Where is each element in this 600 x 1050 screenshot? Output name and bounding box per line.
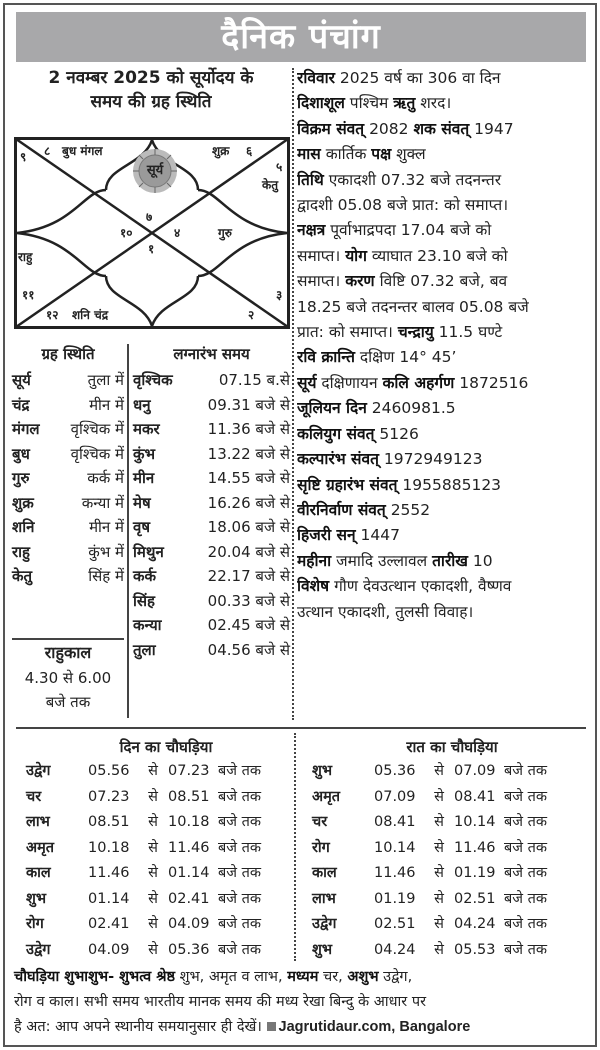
panchang-line: वीरनिर्वाण संवत् 2552 <box>297 500 431 519</box>
page-title: दैनिक पंचांग <box>16 12 586 62</box>
choghadiya-row: लाभ 08.51 से 10.18 बजे तक <box>26 814 262 830</box>
panchang-line: महीना जमादि उल्लावल तारीख 10 <box>297 551 493 570</box>
rahukaal-title: राहुकाल <box>44 643 92 662</box>
lagna-row <box>133 564 290 589</box>
lagna-row <box>133 515 290 540</box>
panchang-line: कल्पारंभ संवत् 1972949123 <box>297 450 483 469</box>
lagna-row <box>133 466 290 491</box>
lagna-time: 22.17 बजे से <box>207 567 290 585</box>
lagna-time: 13.22 बजे से <box>207 444 290 463</box>
house-12-label: १२ <box>46 308 59 322</box>
planet-sign: वृश्चिक में <box>70 420 124 438</box>
chart-heading-line2: समय की ग्रह स्थिति <box>90 92 212 112</box>
planet-name: राहु <box>12 542 30 561</box>
planet-sign: कर्क में <box>87 469 124 487</box>
lagna-sign: मेष <box>133 493 151 512</box>
footer-line-2: रोग व काल। सभी समय भारतीय मानक समय की मध्य रेखा बिन्दु के आधार पर <box>14 994 427 1010</box>
rahukaal-box <box>12 640 124 714</box>
graha-sthiti-table <box>12 340 124 589</box>
panchang-line: हिजरी सन् 1447 <box>297 526 400 545</box>
choghadiya-row: काल 11.46 से 01.14 बजे तक <box>26 865 262 881</box>
house-8-label: ८ <box>44 144 51 158</box>
panchang-line: दिशाशूल पश्चिम ऋतु शरद। <box>297 94 452 113</box>
graha-row <box>12 393 124 418</box>
planet-sign: तुला में <box>87 371 124 389</box>
house-1-label: १ <box>148 242 155 256</box>
house-10-label: १० <box>120 226 133 240</box>
lagna-sign: कर्क <box>133 567 157 585</box>
lagna-time: 00.33 बजे से <box>207 591 290 610</box>
panchang-line: जूलियन दिन 2460981.5 <box>297 399 456 418</box>
lagna-time: 16.26 बजे से <box>207 493 290 512</box>
footer-line-1: चौघड़िया शुभाशुभ- शुभत्व श्रेष्ठ शुभ, अमृत व लाभ, मध्यम चर, अशुभ उद्वेग, <box>14 969 413 985</box>
choghadiya-row: उद्वेग 02.51 से 04.24 बजे तक <box>312 916 548 932</box>
footer-note <box>14 965 590 1040</box>
lagna-sign: मकर <box>133 420 160 438</box>
house-4-label: ४ <box>174 226 181 240</box>
planet-name: चंद्र <box>12 395 30 414</box>
house-3-label: ३ <box>276 288 283 302</box>
lagna-row <box>133 491 290 516</box>
house-2-label: २ <box>248 308 255 322</box>
lagna-sign: तुला <box>133 640 156 659</box>
lagna-row <box>133 589 290 614</box>
lagna-time: 20.04 बजे से <box>207 542 290 561</box>
lagna-time: 07.15 ब.से <box>218 371 290 389</box>
night-choghadiya-title: रात का चौघड़िया <box>406 738 498 756</box>
choghadiya-row: लाभ 01.19 से 02.51 बजे तक <box>312 890 548 907</box>
graha-row <box>12 540 124 565</box>
lagna-table <box>133 340 290 662</box>
panchang-line: विशेष गौण देवउत्थान एकादशी, वैष्णव <box>297 577 512 596</box>
rahukaal-suffix: बजे तक <box>45 693 91 711</box>
planet-name: मंगल <box>12 420 40 438</box>
day-choghadiya-title: दिन का चौघड़िया <box>119 738 213 756</box>
panchang-line: प्रात: को समाप्त। चन्द्रायु 11.5 घण्टे <box>297 323 503 342</box>
lagna-sign: कुंभ <box>133 444 156 463</box>
graha-row <box>12 442 124 467</box>
panchang-line: नक्षत्र पूर्वाभाद्रपदा 17.04 बजे को <box>297 221 492 240</box>
day-choghadiya-table <box>26 735 306 963</box>
graha-row <box>12 515 124 540</box>
lagna-time: 02.45 बजे से <box>207 616 290 634</box>
choghadiya-row: रोग 10.14 से 11.46 बजे तक <box>312 839 548 856</box>
section-divider <box>16 727 586 729</box>
panchang-line: समाप्त। करण विष्टि 07.32 बजे, बव <box>297 272 508 291</box>
lagna-sign: वृश्चिक <box>133 371 173 389</box>
lagna-time: 09.31 बजे से <box>207 395 290 414</box>
planet-name: शनि <box>12 518 35 536</box>
lagna-sign: कन्या <box>133 616 162 634</box>
planet-sign: कन्या में <box>81 493 124 512</box>
planet-sign: वृश्चिक में <box>70 444 124 463</box>
lagna-row <box>133 393 290 418</box>
planets-house-12: शनि चंद्र <box>72 308 109 322</box>
center-planet-label: सूर्य <box>146 163 164 178</box>
choghadiya-row: उद्वेग 05.56 से 07.23 बजे तक <box>26 763 262 779</box>
lagna-row <box>133 417 290 442</box>
planet-sign: सिंह में <box>88 567 124 585</box>
planet-sign: मीन में <box>89 395 124 414</box>
graha-row <box>12 564 124 589</box>
lagna-sign: मिथुन <box>133 542 164 561</box>
choghadiya-row: शुभ 01.14 से 02.41 बजे तक <box>26 890 262 907</box>
square-bullet-icon <box>267 1022 276 1031</box>
panchang-line: रविवार 2025 वर्ष का 306 वा दिन <box>297 69 501 87</box>
lagna-time: 14.55 बजे से <box>207 469 290 487</box>
column-divider <box>292 68 294 720</box>
panchang-line: तिथि एकादशी 07.32 बजे तदनन्तर <box>297 170 502 189</box>
choghadiya-row: अमृत 07.09 से 08.41 बजे तक <box>312 788 548 805</box>
chart-heading <box>12 66 290 114</box>
lagna-time: 04.56 बजे से <box>207 640 290 659</box>
graha-sthiti-title: ग्रह स्थिति <box>41 345 95 363</box>
night-choghadiya-table <box>312 735 592 963</box>
lagna-row <box>133 638 290 663</box>
house-11-label: ११ <box>22 288 35 302</box>
lagna-row <box>133 540 290 565</box>
lagna-sign: मीन <box>133 469 155 487</box>
lagna-title: लग्नारंभ समय <box>173 345 250 363</box>
panchang-line: रवि क्रान्ति दक्षिण 14° 45’ <box>297 348 457 367</box>
choghadiya-row: शुभ 04.24 से 05.53 बजे तक <box>312 941 548 958</box>
lagna-sign: वृष <box>133 518 151 536</box>
panchang-details <box>297 66 592 625</box>
planet-name: शुक्र <box>12 493 34 512</box>
planets-house-6: शुक्र <box>212 144 230 158</box>
house-7-label: ७ <box>146 210 153 224</box>
panchang-line: विक्रम संवत् 2082 शक संवत् 1947 <box>297 119 514 138</box>
choghadiya-row: चर 08.41 से 10.14 बजे तक <box>312 814 548 830</box>
choghadiya-row: चर 07.23 से 08.51 बजे तक <box>26 788 262 805</box>
planet-name: केतु <box>12 567 33 585</box>
panchang-line: 18.25 बजे तदनन्तर बालव 05.08 बजे <box>297 297 529 316</box>
chart-heading-line1: 2 नवम्बर 2025 को सूर्योदय के <box>48 68 254 88</box>
choghadiya-row: उद्वेग 04.09 से 05.36 बजे तक <box>26 941 262 958</box>
rahukaal-time: 4.30 से 6.00 <box>24 669 112 687</box>
planet-name: सूर्य <box>12 371 31 389</box>
choghadiya-row: काल 11.46 से 01.19 बजे तक <box>312 865 548 881</box>
lagna-row <box>133 368 290 393</box>
panchang-line: सूर्य दक्षिणायन कलि अहर्गण 1872516 <box>297 373 529 392</box>
planets-house-11: राहु <box>18 250 33 264</box>
panchang-line: द्वादशी 05.08 बजे प्रात: को समाप्त। <box>297 196 509 215</box>
footer-line-3: है अत: आप अपने स्थानीय समयानुसार ही देखें। Jagrutidaur.com, Bangalore <box>14 1019 471 1035</box>
planet-sign: मीन में <box>89 518 124 536</box>
lagna-sign: धनु <box>133 395 151 414</box>
house-6-label: ६ <box>246 144 253 158</box>
panchang-line: कलियुग संवत् 5126 <box>297 424 419 443</box>
graha-row <box>12 491 124 516</box>
house-5-label: ५ <box>276 160 283 174</box>
table-divider <box>127 344 129 718</box>
lagna-row <box>133 442 290 467</box>
graha-row <box>12 417 124 442</box>
panchang-line: समाप्त। योग व्याघात 23.10 बजे को <box>297 246 508 265</box>
planet-name: बुध <box>12 444 30 463</box>
lagna-time: 11.36 बजे से <box>207 420 290 438</box>
panchang-line: मास कार्तिक पक्ष शुक्ल <box>297 145 426 164</box>
lagna-row <box>133 613 290 638</box>
lagna-sign: सिंह <box>133 591 155 610</box>
planet-name: गुरु <box>12 469 30 487</box>
planet-sign: कुंभ में <box>88 542 124 561</box>
brand-credit: Jagrutidaur.com, Bangalore <box>278 1019 471 1035</box>
graha-row <box>12 466 124 491</box>
planets-house-8: बुध मंगल <box>62 144 103 158</box>
lagna-time: 18.06 बजे से <box>207 518 290 536</box>
choghadiya-row: रोग 02.41 से 04.09 बजे तक <box>26 916 262 932</box>
planets-house-4: गुरु <box>218 226 232 240</box>
panchang-line: उत्थान एकादशी, तुलसी विवाह। <box>297 602 474 621</box>
planets-house-5: केतु <box>262 178 279 192</box>
graha-row <box>12 368 124 393</box>
house-9-label: ९ <box>20 150 27 164</box>
choghadiya-row: अमृत 10.18 से 11.46 बजे तक <box>26 839 262 856</box>
panchang-line: सृष्टि ग्रहारंभ संवत् 1955885123 <box>297 475 502 494</box>
choghadiya-row: शुभ 05.36 से 07.09 बजे तक <box>312 763 548 779</box>
